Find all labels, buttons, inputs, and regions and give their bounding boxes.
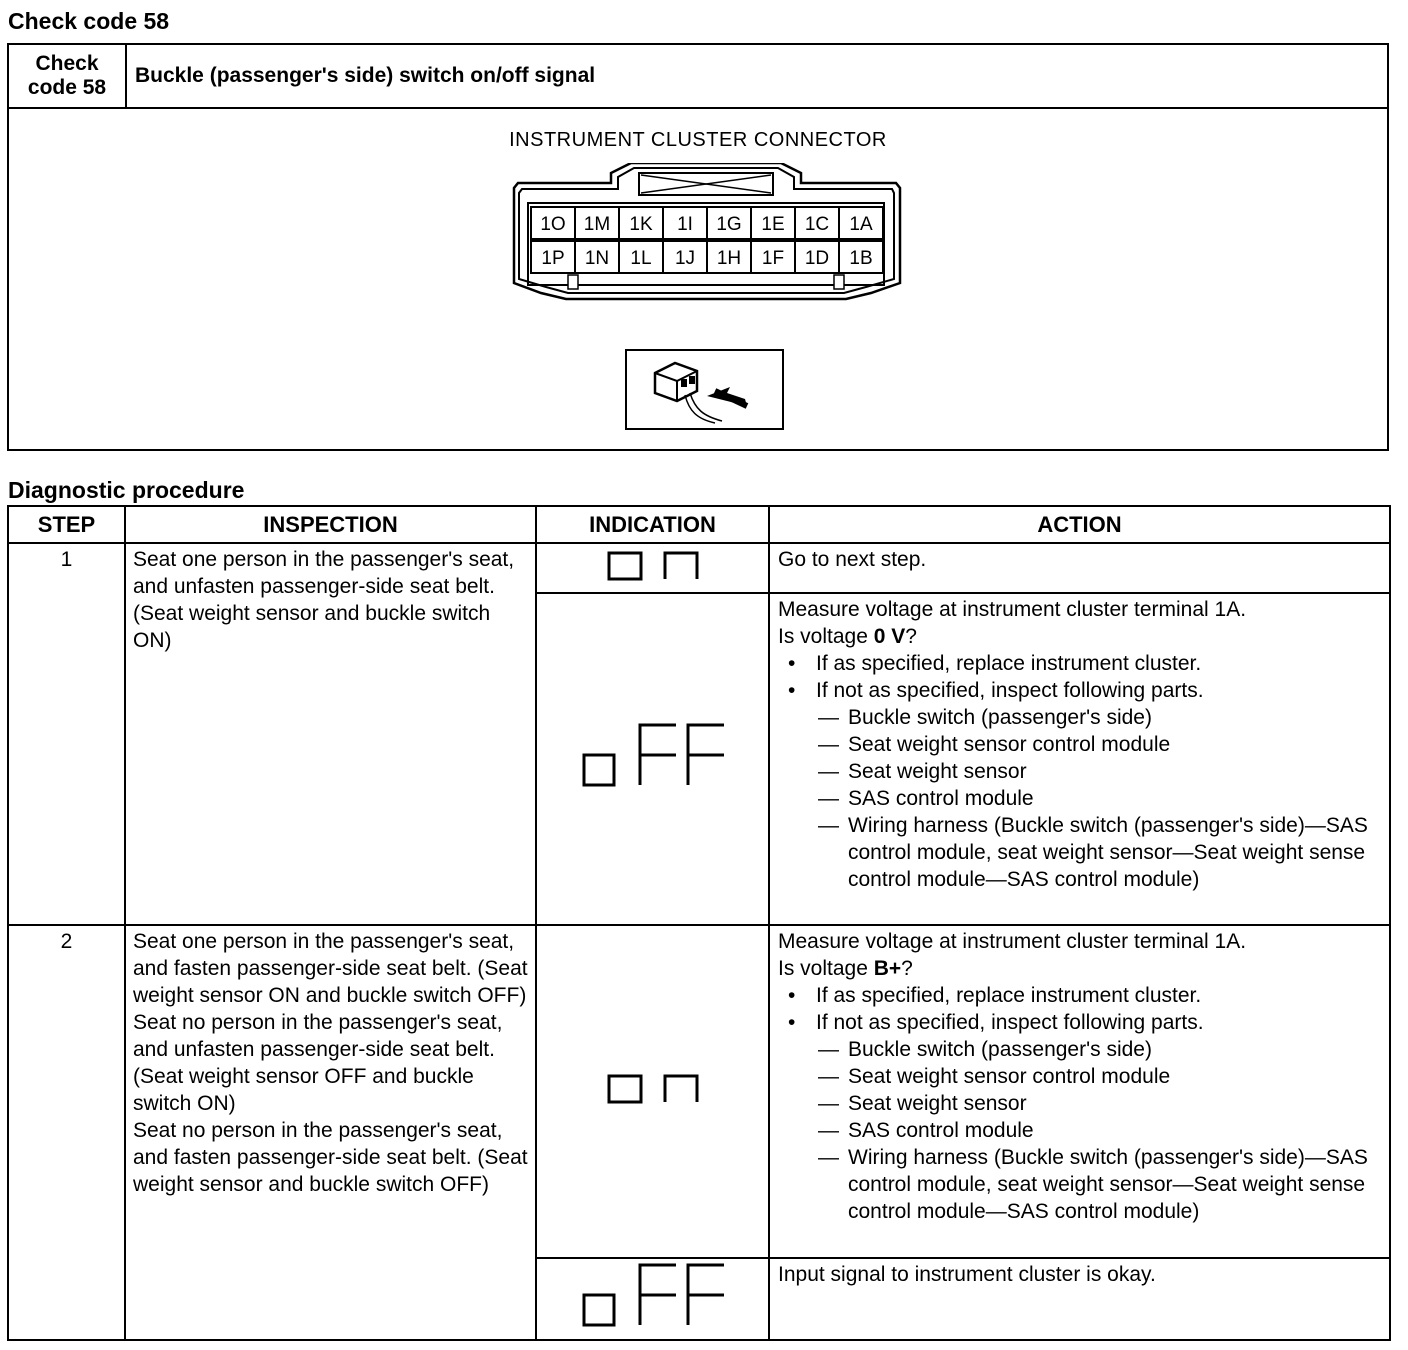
list-item: — Seat weight sensor control module <box>818 1065 1171 1088</box>
step2-action-on <box>769 925 1390 1258</box>
check-code-label <box>8 44 126 108</box>
step2-bullet-list <box>778 982 1385 1036</box>
part-name: SAS control module <box>848 787 1034 810</box>
part-name: Wiring harness (Buckle switch (passenger's side)—SAS control module, seat weight sensor—Seat weight sense control module—SAS control module) <box>848 814 1368 891</box>
step1-bullet-list <box>778 650 1385 704</box>
table-row <box>8 925 1390 1258</box>
seven-segment-on-icon <box>603 545 703 585</box>
connector-pin-label: 1B <box>849 248 873 269</box>
check-code-label-line1: Check <box>35 52 99 75</box>
header-step: STEP <box>8 506 125 543</box>
seven-segment-on-icon <box>603 1068 703 1108</box>
header-indication: INDICATION <box>536 506 769 543</box>
voltage-prefix: Is voltage <box>778 957 874 980</box>
step1-indication-off <box>536 593 769 925</box>
connector-pin-label: 1D <box>804 248 830 269</box>
table-header-row <box>8 506 1390 543</box>
step-number: 1 <box>8 543 125 925</box>
check-code-box <box>7 43 1389 451</box>
step1-action-on: Go to next step. <box>769 543 1390 593</box>
seven-segment-off-icon <box>578 721 728 791</box>
diagnostic-procedure-title: Diagnostic procedure <box>8 477 245 503</box>
connector-pin-label: 1H <box>716 248 742 269</box>
list-item: • If not as specified, inspect following parts. <box>778 1009 1385 1036</box>
step1-measure-line: Measure voltage at instrument cluster terminal 1A. <box>778 598 1247 621</box>
step1-voltage-question <box>778 623 1385 650</box>
step1-inspection: Seat one person in the passenger's seat, and unfasten passenger-side seat belt. (Seat weight sensor and buckle switch ON) <box>125 543 536 925</box>
voltage-prefix: Is voltage <box>778 625 874 648</box>
list-item: • If as specified, replace instrument cluster. <box>778 982 1385 1009</box>
list-item: — SAS control module <box>818 787 1034 810</box>
connector-pin-label: 1J <box>674 248 696 269</box>
connector-pin-label: 1O <box>540 214 566 235</box>
step2-measure-line: Measure voltage at instrument cluster terminal 1A. <box>778 930 1247 953</box>
list-item: • If as specified, replace instrument cluster. <box>778 650 1385 677</box>
list-item: — Buckle switch (passenger's side) <box>818 706 1152 729</box>
connector-pin-label: 1L <box>630 248 652 269</box>
connector-pin-label: 1E <box>761 214 785 235</box>
step2-inspection-part: Seat no person in the passenger's seat, and fasten passenger-side seat belt. (Seat weight sensor and buckle switch OFF) <box>133 1119 528 1196</box>
list-item: — Seat weight sensor control module <box>818 733 1171 756</box>
connector-pin-label: 1G <box>716 214 742 235</box>
voltage-suffix: ? <box>905 625 917 648</box>
connector-pin-label: 1I <box>677 214 693 235</box>
step2-inspection-part: Seat no person in the passenger's seat, and unfasten passenger-side seat belt. (Seat weight sensor OFF and buckle switch ON) <box>133 1011 503 1115</box>
voltage-value: 0 V <box>873 625 906 648</box>
step1-indication-on <box>536 543 769 593</box>
step2-action-off: Input signal to instrument cluster is okay. <box>769 1258 1390 1340</box>
step1-parts-list <box>778 704 1385 893</box>
table-row <box>8 543 1390 593</box>
part-name: Seat weight sensor <box>848 1092 1027 1115</box>
connector-pin-label: 1M <box>583 214 611 235</box>
connector-pin-label: 1K <box>629 214 653 235</box>
connector-diagram <box>506 163 906 323</box>
step2-inspection-part: Seat one person in the passenger's seat, and fasten passenger-side seat belt. (Seat weight sensor ON and buckle switch OFF) <box>133 930 528 1007</box>
header-action: ACTION <box>769 506 1390 543</box>
connector-pin-grid <box>531 207 883 273</box>
voltage-suffix: ? <box>901 957 913 980</box>
connector-pin-label: 1C <box>804 214 830 235</box>
connector-title: INSTRUMENT CLUSTER CONNECTOR <box>509 129 887 151</box>
part-name: Seat weight sensor control module <box>848 1065 1171 1088</box>
diagnostic-table <box>7 505 1391 1341</box>
list-item: — Wiring harness (Buckle switch (passenger's side)—SAS control module, seat weight sensor—Seat weight sense control module—SAS control module) <box>818 1146 1368 1223</box>
check-code-description: Buckle (passenger's side) switch on/off signal <box>126 44 1388 108</box>
check-code-title: Check code 58 <box>8 8 170 34</box>
part-name: Buckle switch (passenger's side) <box>848 1038 1152 1061</box>
part-name: Seat weight sensor <box>848 760 1027 783</box>
step2-inspection <box>125 925 536 1340</box>
part-name: Seat weight sensor control module <box>848 733 1171 756</box>
part-name: SAS control module <box>848 1119 1034 1142</box>
step2-parts-list <box>778 1036 1385 1225</box>
part-name: Buckle switch (passenger's side) <box>848 706 1152 729</box>
check-code-label-line2: code 58 <box>27 76 107 99</box>
connector-pin-label: 1F <box>761 248 785 269</box>
list-item: — Wiring harness (Buckle switch (passenger's side)—SAS control module, seat weight sensor—Seat weight sense control module—SAS control module) <box>818 814 1368 891</box>
connector-pin-label: 1P <box>541 248 565 269</box>
connector-pin-label: 1A <box>849 214 873 235</box>
step2-indication-on <box>536 925 769 1258</box>
connector-plug-icon <box>625 349 784 430</box>
seven-segment-off-icon <box>578 1261 728 1331</box>
connector-pin-label: 1N <box>584 248 610 269</box>
header-inspection: INSPECTION <box>125 506 536 543</box>
list-item: • If not as specified, inspect following parts. <box>778 677 1385 704</box>
voltage-value: B+ <box>873 957 902 980</box>
list-item: — Buckle switch (passenger's side) <box>818 1038 1152 1061</box>
connector-diagram-area <box>8 108 1388 450</box>
step2-voltage-question <box>778 955 1385 982</box>
part-name: Wiring harness (Buckle switch (passenger's side)—SAS control module, seat weight sensor—Seat weight sense control module—SAS control module) <box>848 1146 1368 1223</box>
list-item: — Seat weight sensor <box>818 1092 1027 1115</box>
step-number: 2 <box>8 925 125 1340</box>
step2-indication-off <box>536 1258 769 1340</box>
list-item: — Seat weight sensor <box>818 760 1027 783</box>
list-item: — SAS control module <box>818 1119 1034 1142</box>
step1-action-off <box>769 593 1390 925</box>
